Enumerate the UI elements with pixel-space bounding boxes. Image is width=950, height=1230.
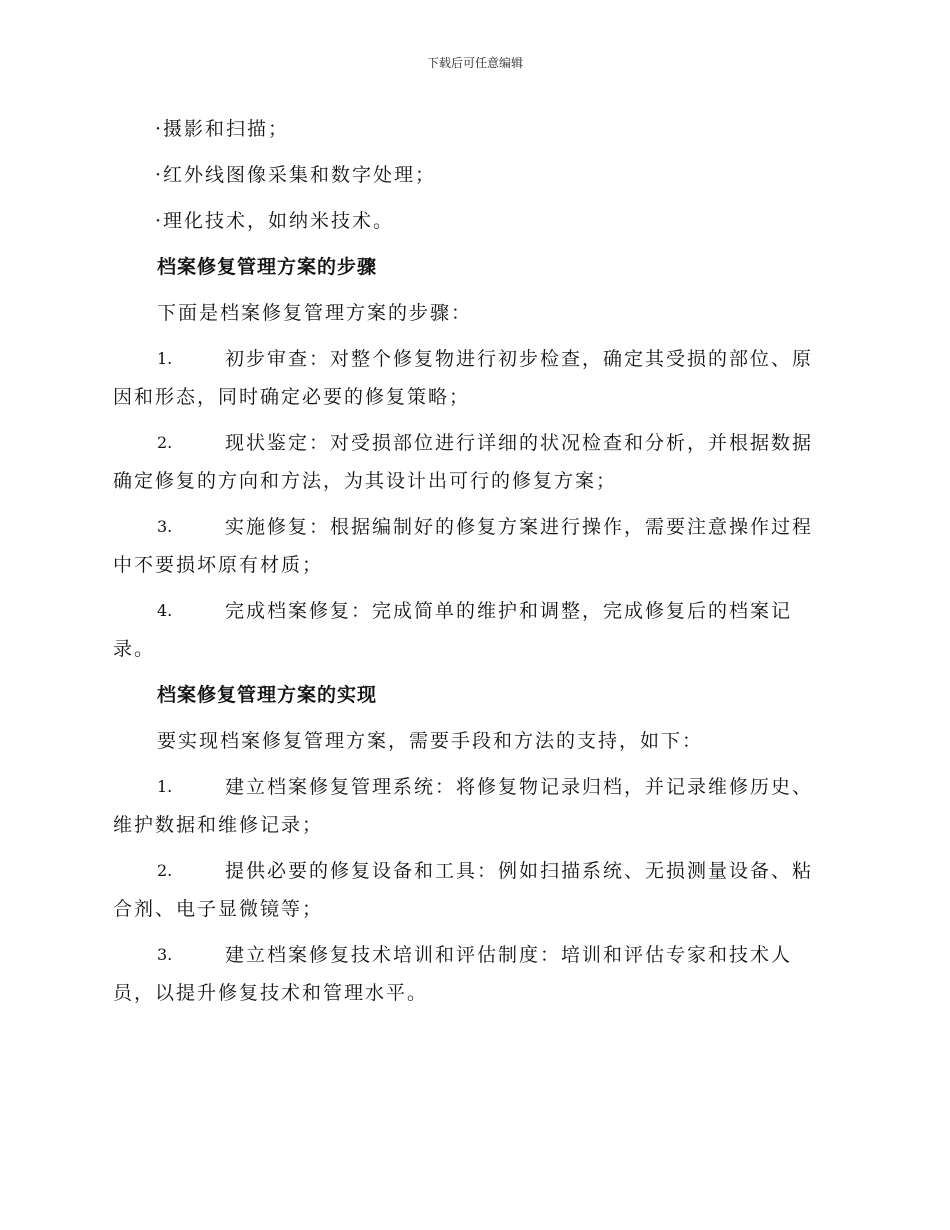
list-item-continuation: 维护数据和维修记录； (113, 814, 324, 836)
section-heading-steps: 档案修复管理方案的步骤 (157, 256, 378, 278)
list-item-number: 1. (157, 777, 173, 796)
list-item-continuation: 因和形态，同时确定必要的修复策略； (113, 386, 471, 408)
list-item-number: 4. (157, 601, 173, 620)
list-item-continuation: 确定修复的方向和方法，为其设计出可行的修复方案； (113, 470, 618, 492)
document-body (113, 110, 833, 1020)
list-item (113, 768, 833, 844)
list-item-text: 提供必要的修复设备和工具：例如扫描系统、无损测量设备、粘 (225, 860, 814, 882)
list-item (113, 340, 833, 416)
list-item (113, 936, 833, 1012)
list-item-number: 2. (157, 433, 173, 452)
section-intro-steps: 下面是档案修复管理方案的步骤： (157, 302, 473, 324)
list-item-continuation: 合剂、电子显微镜等； (113, 898, 324, 920)
list-item-text: 建立档案修复管理系统：将修复物记录归档，并记录维修历史、 (225, 776, 814, 798)
list-item-number: 1. (157, 349, 173, 368)
list-item-number: 3. (157, 945, 173, 964)
bullet-item: ·理化技术，如纳米技术。 (155, 210, 395, 232)
section-intro-implementation: 要实现档案修复管理方案，需要手段和方法的支持，如下： (157, 730, 704, 752)
list-item-continuation: 录。 (113, 638, 156, 660)
bullet-item: ·红外线图像采集和数字处理； (155, 164, 437, 186)
list-item (113, 592, 833, 668)
list-item-number: 2. (157, 861, 173, 880)
list-item-number: 3. (157, 517, 173, 536)
list-item-text: 初步审查：对整个修复物进行初步检查，确定其受损的部位、原 (225, 348, 814, 370)
list-item-text: 实施修复：根据编制好的修复方案进行操作，需要注意操作过程 (225, 516, 814, 538)
bullet-item: ·摄影和扫描； (155, 118, 290, 140)
page-header: 下载后可任意编辑 (426, 56, 523, 70)
list-item (113, 852, 833, 928)
list-item-text: 完成档案修复：完成简单的维护和调整，完成修复后的档案记 (225, 600, 793, 622)
list-item-continuation: 中不要损坏原有材质； (113, 554, 324, 576)
list-item (113, 508, 833, 584)
list-item (113, 424, 833, 500)
list-item-text: 现状鉴定：对受损部位进行详细的状况检查和分析，并根据数据 (225, 432, 814, 454)
list-item-text: 建立档案修复技术培训和评估制度：培训和评估专家和技术人 (225, 944, 793, 966)
list-item-continuation: 员，以提升修复技术和管理水平。 (113, 982, 429, 1004)
section-heading-implementation: 档案修复管理方案的实现 (157, 684, 378, 706)
